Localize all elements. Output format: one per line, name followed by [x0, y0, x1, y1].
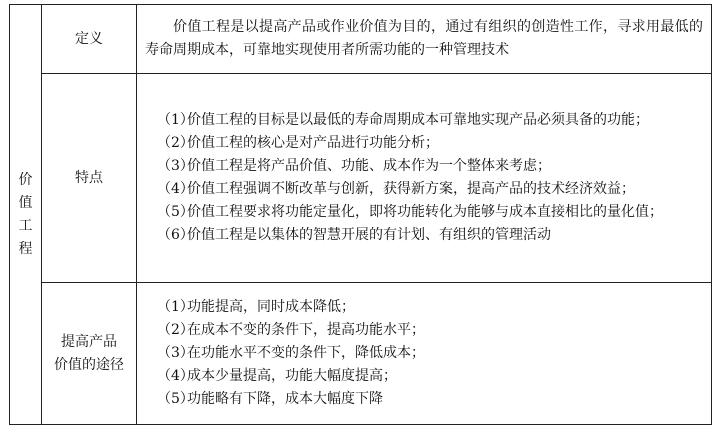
main-label-char: 值 [18, 194, 33, 211]
way-text: 功能提高，同时成本降低； [187, 299, 355, 315]
feature-number: （5） [157, 204, 194, 220]
feature-text: 价值工程强调不断改革与创新，获得新方案，提高产品的技术经济效益； [187, 181, 635, 197]
feature-text: 价值工程的核心是对产品进行功能分析； [187, 135, 439, 151]
feature-item [145, 224, 703, 247]
way-text: 功能略有下降，成本大幅度下降 [187, 391, 383, 407]
feature-text: 价值工程是以集体的智慧开展的有计划、有组织的管理活动 [187, 227, 551, 243]
ways-label-line: 价值的途径 [54, 356, 124, 373]
main-label-char: 价 [18, 171, 33, 188]
feature-number: （4） [157, 181, 194, 197]
feature-text: 价值工程的目标是以最低的寿命周期成本可靠地实现产品必须具备的功能； [187, 112, 649, 128]
value-engineering-table [9, 4, 712, 425]
feature-item [145, 132, 703, 155]
feature-text: 价值工程要求将功能定量化，即将功能转化为能够与成本直接相比的量化值； [187, 204, 663, 220]
main-label-char: 工 [18, 217, 33, 234]
way-item [145, 296, 703, 319]
way-text: 在成本不变的条件下，提高功能水平； [187, 322, 425, 338]
definition-label: 定义 [42, 5, 137, 74]
way-number: （5） [157, 391, 194, 407]
feature-item [145, 178, 703, 201]
ways-label [42, 283, 137, 425]
way-item [145, 342, 703, 365]
feature-item [145, 201, 703, 224]
feature-item [145, 109, 703, 132]
feature-number: （3） [157, 158, 194, 174]
feature-text: 价值工程是将产品价值、功能、成本作为一个整体来考虑； [187, 158, 551, 174]
way-text: 在功能水平不变的条件下，降低成本； [187, 345, 425, 361]
ways-label-line: 提高产品 [61, 333, 117, 350]
features-content [137, 74, 712, 283]
definition-text: 价值工程是以提高产品或作业价值为目的，通过有组织的创造性工作，寻求用最低的寿命周期成本，可靠地实现使用者所需功能的一种管理技术 [145, 19, 703, 58]
way-text: 成本少量提高，功能大幅度提高； [187, 368, 397, 384]
way-number: （3） [157, 345, 194, 361]
main-label-cell [10, 5, 42, 425]
way-number: （1） [157, 299, 194, 315]
way-number: （4） [157, 368, 194, 384]
features-row [10, 74, 712, 283]
feature-number: （1） [157, 112, 194, 128]
features-label: 特点 [42, 74, 137, 283]
way-item [145, 388, 703, 411]
main-label-char: 程 [18, 240, 33, 257]
way-item [145, 365, 703, 388]
way-number: （2） [157, 322, 194, 338]
way-item [145, 319, 703, 342]
definition-content [137, 5, 712, 74]
feature-number: （6） [157, 227, 194, 243]
feature-item [145, 155, 703, 178]
ways-content [137, 283, 712, 425]
feature-number: （2） [157, 135, 194, 151]
definition-row [10, 5, 712, 74]
ways-row [10, 283, 712, 425]
